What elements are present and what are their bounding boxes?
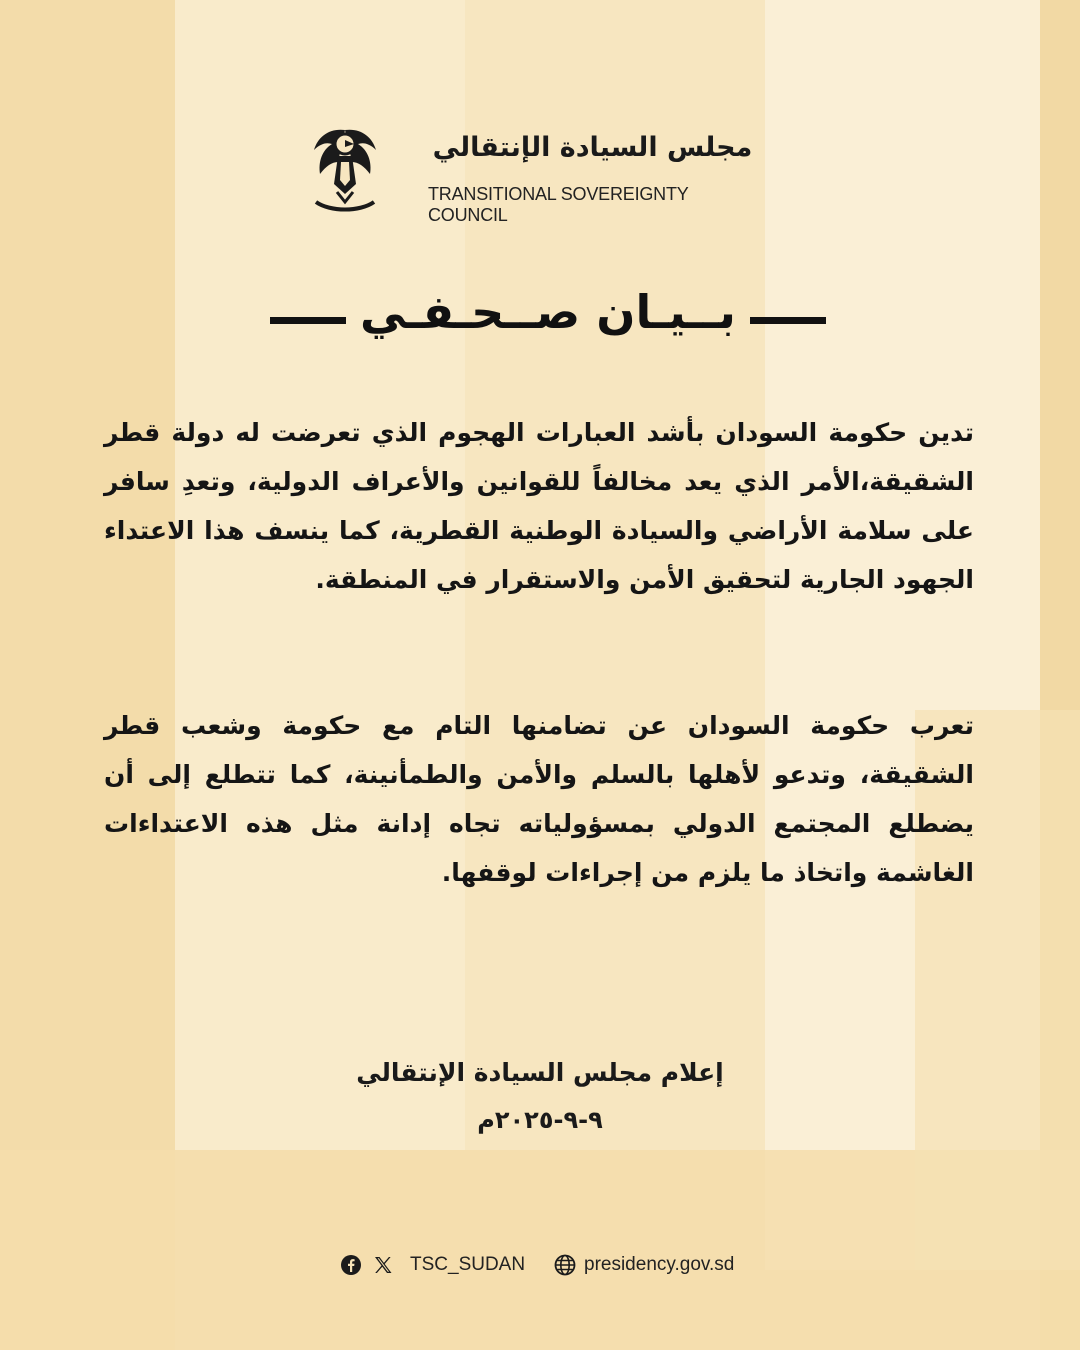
sudan-emblem-icon: [310, 122, 380, 214]
website-link[interactable]: [552, 1250, 734, 1280]
social-handle[interactable]: TSC_SUDAN: [410, 1254, 526, 1275]
facebook-icon[interactable]: [338, 1252, 364, 1278]
issuer-signature: إعلام مجلس السيادة الإنتقالي: [356, 1058, 724, 1087]
x-icon[interactable]: [370, 1252, 396, 1278]
statement-date: ٩-٩-٢٠٢٥م: [477, 1106, 603, 1134]
statement-paragraph: تدين حكومة السودان بأشد العبارات الهجوم الذي تعرضت له دولة قطر الشقيقة،الأمر الذي يعد مخالفاً للقوانين والأعراف الدولية، وتعدِ سافر على سلامة الأراضي والسيادة الوطنية القطرية، كما ينسف هذا الاعتداء الجهود الجارية لتحقيق الأمن والاستقرار في المنطقة.: [104, 418, 974, 594]
statement-paragraph: تعرب حكومة السودان عن تضامنها التام مع حكومة وشعب قطر الشقيقة، وتدعو لأهلها بالسلم والأمن والطمأنينة، كما تتطلع إلى أن يضطلع المجتمع الدولي بمسؤولياته تجاه إدانة مثل هذه الاعتداءات الغاشمة واتخاذ ما يلزم من إجراءات لوقفها.: [104, 711, 974, 887]
title-divider-right: [750, 317, 826, 324]
statement-title: بــيـان صــحـفـي: [360, 285, 736, 339]
org-name-english: TRANSITIONAL SOVEREIGNTY COUNCIL: [428, 184, 689, 225]
globe-icon: [552, 1252, 578, 1278]
background-panel: [0, 0, 175, 1350]
org-name-arabic: مجلس السيادة الإنتقالي: [432, 132, 753, 163]
statement-title-block: [268, 285, 828, 355]
header: [300, 118, 780, 225]
website-url[interactable]: presidency.gov.sd: [584, 1254, 735, 1275]
title-divider-left: [270, 317, 346, 324]
social-links: [338, 1250, 525, 1280]
